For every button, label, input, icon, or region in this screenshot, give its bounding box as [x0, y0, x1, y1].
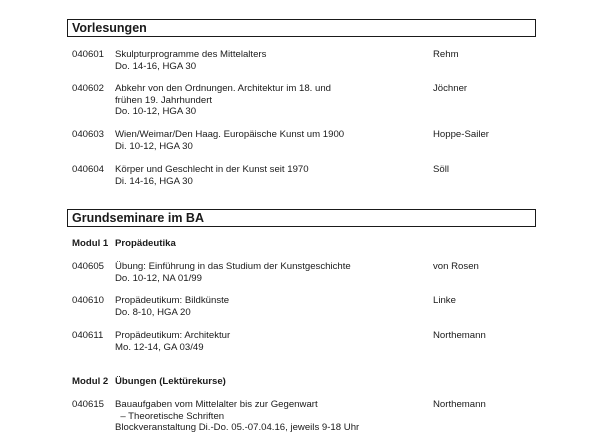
lecturer-name: von Rosen [433, 261, 479, 272]
course-number: 040611 [72, 330, 104, 341]
section-heading-grundseminare [67, 209, 536, 227]
course-number: 040603 [72, 129, 105, 140]
course-number: 040610 [72, 295, 105, 306]
course-description [115, 261, 425, 284]
course-description [115, 49, 425, 72]
course-title: Wien/Weimar/Den Haag. Europäische Kunst um 1900 [115, 129, 345, 140]
lecturer-name: Söll [433, 164, 449, 175]
course-schedule: Do. 10-12, NA 01/99 [115, 272, 202, 284]
course-schedule: Do. 10-12, HGA 30 [115, 106, 197, 118]
course-schedule: Di. 14-16, HGA 30 [115, 175, 193, 187]
course-description [115, 295, 425, 318]
section-heading-text: Vorlesungen [72, 21, 147, 35]
course-title-continued: frühen 19. Jahrhundert [115, 94, 213, 106]
course-schedule: Do. 8-10, HGA 20 [115, 306, 191, 318]
lecturer-name: Northemann [433, 330, 486, 341]
course-schedule: Di. 10-12, HGA 30 [115, 140, 193, 152]
course-title: Skulpturprogramme des Mittelalters [115, 49, 267, 60]
lecturer-name: Linke [433, 295, 456, 306]
course-title: Abkehr von den Ordnungen. Architektur im 18. und [115, 83, 331, 94]
module-title: Propädeutika [115, 238, 176, 249]
section-heading-text: Grundseminare im BA [72, 211, 204, 225]
course-number: 040602 [72, 83, 105, 94]
course-description [115, 330, 425, 353]
lecturer-name: Hoppe-Sailer [433, 129, 489, 140]
course-title: Körper und Geschlecht in der Kunst seit 1970 [115, 164, 309, 175]
course-description [115, 399, 425, 434]
lecturer-name: Northemann [433, 399, 486, 410]
module-number: Modul 2 [72, 376, 109, 387]
course-number: 040605 [72, 261, 105, 272]
lecturer-name: Rehm [433, 49, 459, 60]
course-subtitle: – Theoretische Schriften [115, 410, 225, 422]
course-title: Übung: Einführung in das Studium der Kunstgeschichte [115, 261, 351, 272]
lecturer-name: Jöchner [433, 83, 468, 94]
course-title: Propädeutikum: Bildkünste [115, 295, 230, 306]
course-description [115, 83, 425, 118]
module-title: Übungen (Lektürekurse) [115, 376, 226, 387]
course-number: 040604 [72, 164, 105, 175]
section-heading-vorlesungen [67, 19, 536, 37]
course-number: 040615 [72, 399, 105, 410]
module-number: Modul 1 [72, 238, 109, 249]
course-description [115, 129, 425, 152]
course-number: 040601 [72, 49, 105, 60]
course-schedule: Blockveranstaltung Di.-Do. 05.-07.04.16, jeweils 9-18 Uhr [115, 422, 360, 434]
course-schedule: Do. 14-16, HGA 30 [115, 60, 197, 72]
course-schedule: Mo. 12-14, GA 03/49 [115, 341, 204, 353]
course-title: Bauaufgaben vom Mittelalter bis zur Gegenwart [115, 399, 318, 410]
course-title: Propädeutikum: Architektur [115, 330, 231, 341]
course-description [115, 164, 425, 187]
